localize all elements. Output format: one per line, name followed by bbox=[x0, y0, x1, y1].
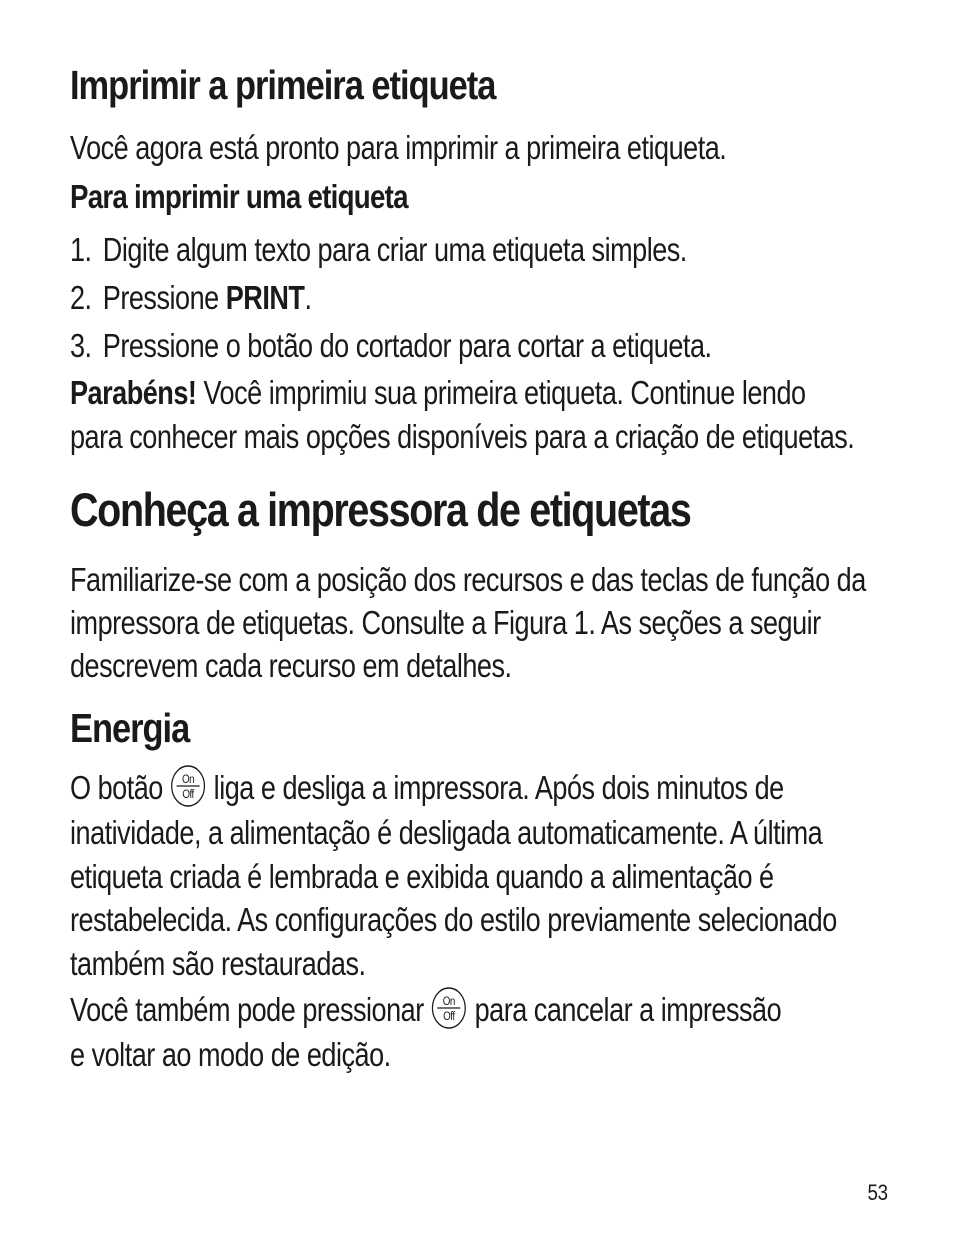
icon-on-label: On bbox=[443, 995, 456, 1009]
intro-text: Você agora está pronto para imprimir a primeira etiqueta. bbox=[70, 129, 727, 166]
section-title-power: Energia bbox=[70, 705, 190, 751]
step-text: Digite algum texto para criar uma etiqueta simples. bbox=[102, 231, 687, 268]
step-3 bbox=[70, 326, 712, 366]
cancel-text-pre: Você também pode pressionar bbox=[70, 991, 424, 1028]
print-key-label: PRINT bbox=[225, 279, 305, 316]
step-number: 1. bbox=[70, 231, 92, 268]
congrats-bold: Parabéns! bbox=[70, 374, 197, 411]
step-number: 2. bbox=[70, 279, 92, 316]
step-1 bbox=[70, 230, 687, 270]
section-title-get-to-know: Conheça a impressora de etiquetas bbox=[70, 483, 691, 536]
section-title-print-first-label: Imprimir a primeira etiqueta bbox=[70, 62, 496, 108]
step-text: Pressione o botão do cortador para cortar a etiqueta. bbox=[102, 327, 712, 364]
cancel-line-1 bbox=[70, 990, 781, 1031]
icon-off-label: Off bbox=[182, 788, 194, 802]
cancel-line-2: e voltar ao modo de edição. bbox=[70, 1036, 391, 1073]
power-line-3: etiqueta criada é lembrada e exibida quando a alimentação é bbox=[70, 858, 774, 895]
power-text-pre: O botão bbox=[70, 769, 163, 806]
power-text-post: liga e desliga a impressora. Após dois minutos de bbox=[213, 769, 784, 806]
page-number: 53 bbox=[867, 1180, 888, 1205]
congrats-line-1 bbox=[70, 373, 806, 413]
step-number: 3. bbox=[70, 327, 92, 364]
step-2 bbox=[70, 278, 312, 318]
power-line-2: inatividade, a alimentação é desligada automaticamente. A última bbox=[70, 814, 823, 851]
power-line-5: também são restauradas. bbox=[70, 945, 366, 982]
power-line-4: restabelecida. As configurações do estilo previamente selecionado bbox=[70, 901, 837, 938]
on-off-button-icon bbox=[169, 763, 207, 809]
cancel-text-post: para cancelar a impressão bbox=[474, 991, 782, 1028]
on-off-button-icon bbox=[430, 985, 468, 1031]
icon-on-label: On bbox=[182, 773, 195, 787]
step-text-post: . bbox=[304, 279, 312, 316]
power-line-1 bbox=[70, 768, 784, 809]
step-text-pre: Pressione bbox=[102, 279, 226, 316]
icon-off-label: Off bbox=[443, 1010, 455, 1024]
congrats-line-2: para conhecer mais opções disponíveis para a criação de etiquetas. bbox=[70, 418, 855, 455]
familiarize-line-2: impressora de etiquetas. Consulte a Figura 1. As seções a seguir bbox=[70, 604, 821, 641]
familiarize-line-1: Familiarize-se com a posição dos recursos e das teclas de função da bbox=[70, 561, 866, 598]
subheading-print-label: Para imprimir uma etiqueta bbox=[70, 178, 408, 215]
familiarize-line-3: descrevem cada recurso em detalhes. bbox=[70, 647, 512, 684]
congrats-text: Você imprimiu sua primeira etiqueta. Continue lendo bbox=[196, 374, 806, 411]
